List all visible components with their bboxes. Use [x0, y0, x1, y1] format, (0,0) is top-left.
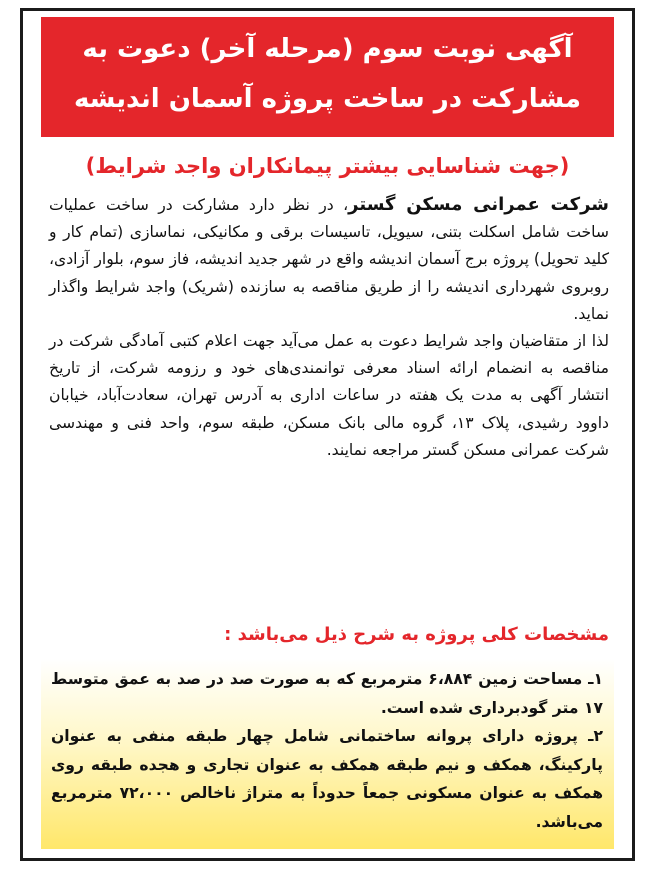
notice-body [49, 191, 609, 464]
title-banner [41, 17, 614, 137]
notice-frame [20, 8, 635, 861]
paragraph-invitation [49, 191, 609, 328]
company-name: شرکت عمرانی مسکن گستر [348, 194, 609, 215]
spec-list [51, 665, 603, 836]
paragraph-instructions: لذا از متقاضیان واجد شرایط دعوت به عمل می‌آید جهت اعلام کتبی آمادگی شرکت در مناقصه به انضمام ارائه اسناد معرفی توانمندی‌های خود و رزومه شرکت، از تاریخ انتشار آگهی به مدت یک هفته در ساعات اداری به آدرس تهران، سعادت‌آباد، خیابان داوود رشیدی، پلاک ۱۳، گروه مالی بانک مسکن، طبقه سوم، واحد فنی و مهندسی شرکت عمرانی مسکن گستر مراجعه نمایند. [49, 332, 609, 459]
spec-item-land-area: ۱ـ مساحت زمین ۶،۸۸۴ مترمربع که به صورت صد در صد به عمق متوسط ۱۷ متر گودبرداری شده است. [51, 670, 603, 717]
notice-title-line2: مشارکت در ساخت پروژه آسمان اندیشه [73, 84, 582, 114]
spec-highlight-box [41, 659, 614, 849]
paragraph1-text: ، در نظر دارد مشارکت در ساخت عملیات ساخت شامل اسکلت بتنی، سیویل، تاسیسات برقی و مکانیکی، نماسازی (تمام کار و کلید تحویل) پروژه برج آسمان اندیشه واقع در شهر جدید اندیشه، فاز سوم، بلوار آزادی، روبروی شهرداری اندیشه را از طریق مناقصه به سازنده (شریک) واجد شرایط واگذار نماید. [49, 196, 609, 323]
notice-title-line1: آگهی نوبت سوم (مرحله آخر) دعوت به [82, 34, 573, 64]
spec-item-building-permit: ۲ـ پروژه دارای پروانه ساختمانی شامل چهار طبقه منفی به عنوان پارکینگ، همکف و نیم طبقه همکف به عنوان تجاری و هجده طبقه روی همکف به عنوان مسکونی جمعاً حدوداً به متراژ ناخالص ۷۲،۰۰۰ مترمربع می‌باشد. [51, 727, 604, 831]
notice-subtitle: (جهت شناسایی بیشتر پیمانکاران واجد شرایط) [85, 154, 570, 178]
spec-heading: مشخصات کلی پروژه به شرح ذیل می‌باشد : [224, 624, 609, 645]
